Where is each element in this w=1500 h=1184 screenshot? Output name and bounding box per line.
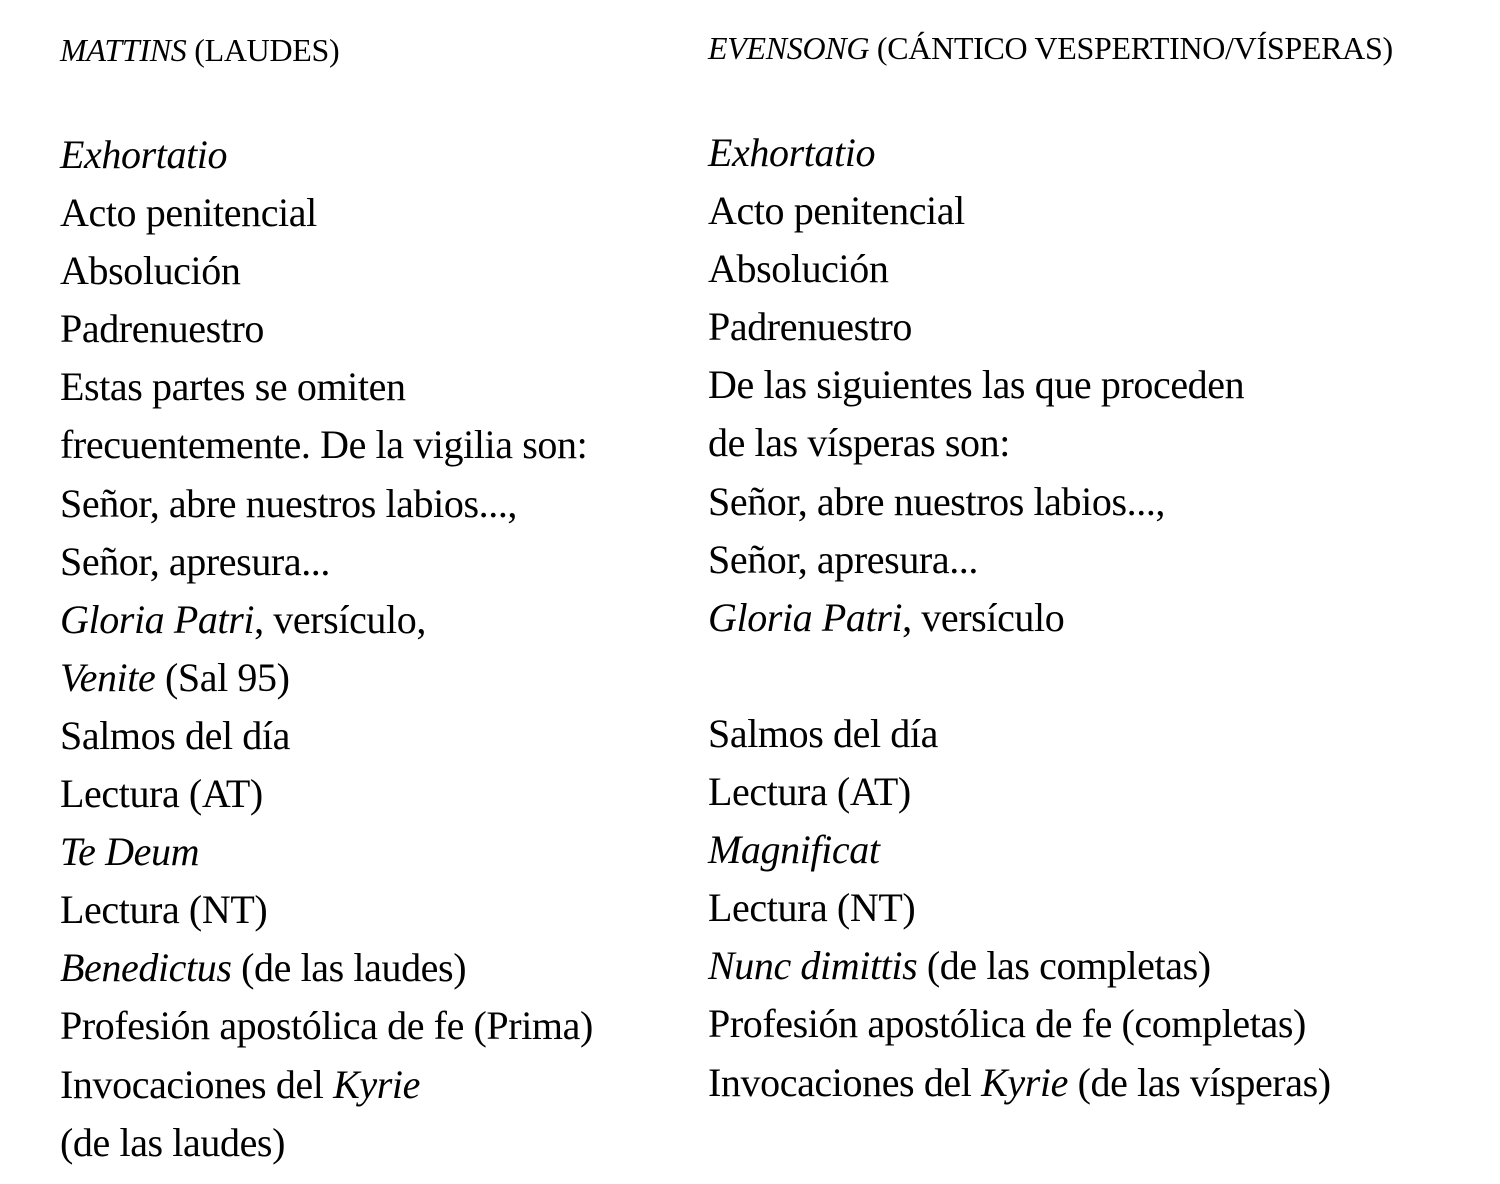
line-text: Lectura (NT): [60, 887, 268, 933]
line-text: Profesión apostólica de fe (Prima): [60, 1003, 593, 1049]
line-italic: Nunc dimittis: [708, 943, 918, 989]
heading-title-italic: MATTINS: [60, 32, 187, 68]
line-text: Acto penitencial: [60, 190, 317, 236]
line-italic: Benedictus: [60, 945, 232, 991]
list-item: [708, 937, 1331, 995]
list-item: [60, 939, 593, 997]
line-text: Absolución: [60, 248, 241, 294]
line-text: Lectura (NT): [708, 885, 916, 931]
list-item: [708, 414, 1331, 472]
line-italic: Venite: [60, 654, 156, 700]
line-text: (de las vísperas): [1067, 1059, 1331, 1105]
line-italic: Te Deum: [60, 829, 200, 875]
line-text: (Sal 95): [155, 654, 290, 700]
line-italic: Gloria Patri: [708, 594, 903, 640]
list-item-blank: [708, 647, 1331, 705]
list-item: [708, 182, 1331, 240]
list-item: [708, 763, 1331, 821]
list-item: [708, 1054, 1331, 1112]
line-text: , versículo,: [254, 596, 426, 642]
line-text: Señor, abre nuestros labios...,: [708, 478, 1166, 524]
list-item: [60, 416, 593, 474]
list-item: [60, 881, 593, 939]
list-item: [708, 356, 1331, 414]
line-italic: Kyrie: [333, 1061, 420, 1107]
list-item: [708, 995, 1331, 1053]
list-item: [708, 531, 1331, 589]
list-item: [60, 1114, 593, 1172]
line-text: Señor, apresura...: [708, 536, 978, 582]
line-text: (de las laudes): [231, 945, 467, 991]
list-item: [60, 184, 593, 242]
column-heading: [60, 30, 339, 70]
list-item: [60, 1056, 593, 1114]
list-item: [60, 823, 593, 881]
list-item: [708, 298, 1331, 356]
list-item: [60, 475, 593, 533]
line-text: , versículo: [902, 594, 1065, 640]
list-item: [60, 300, 593, 358]
list-item: [60, 649, 593, 707]
line-text: Salmos del día: [60, 712, 290, 758]
list-item: [708, 240, 1331, 298]
list-item: [708, 589, 1331, 647]
list-item: [60, 591, 593, 649]
list-item: [60, 997, 593, 1055]
line-text: Padrenuestro: [708, 304, 913, 350]
order-list: [708, 124, 1331, 1112]
heading-title-rest: (CÁNTICO VESPERTINO/VÍSPERAS): [869, 30, 1393, 66]
line-text: Salmos del día: [708, 710, 938, 756]
line-text: Profesión apostólica de fe (completas): [708, 1001, 1306, 1047]
list-item: [60, 707, 593, 765]
list-item: [708, 879, 1331, 937]
list-item: [708, 821, 1331, 879]
line-text: de las vísperas son:: [708, 420, 1010, 466]
line-text: Señor, apresura...: [60, 538, 330, 584]
list-item: [60, 533, 593, 591]
line-italic: Kyrie: [981, 1059, 1068, 1105]
list-item: [60, 358, 593, 416]
list-item: [708, 124, 1331, 182]
column-heading: [708, 28, 1393, 68]
line-italic: Magnificat: [708, 827, 880, 873]
line-text: Lectura (AT): [60, 771, 263, 817]
list-item: [60, 242, 593, 300]
line-text: Señor, abre nuestros labios...,: [60, 480, 518, 526]
list-item: [60, 126, 593, 184]
line-text: frecuentemente. De la vigilia son:: [60, 422, 588, 468]
list-item: [708, 705, 1331, 763]
heading-title-italic: EVENSONG: [708, 30, 870, 66]
line-text: Acto penitencial: [708, 188, 965, 234]
line-italic: Exhortatio: [60, 132, 228, 177]
line-text: (de las laudes): [60, 1119, 286, 1165]
line-prefix: Invocaciones del: [708, 1059, 982, 1105]
line-prefix: Invocaciones del: [60, 1061, 334, 1107]
list-item: [60, 765, 593, 823]
line-text: (de las completas): [917, 943, 1211, 989]
list-item: [708, 473, 1331, 531]
line-text: Lectura (AT): [708, 769, 911, 815]
order-list: [60, 126, 593, 1172]
line-italic: Gloria Patri: [60, 596, 255, 642]
line-text: Padrenuestro: [60, 306, 265, 352]
line-italic: Exhortatio: [708, 130, 876, 175]
line-text: Estas partes se omiten: [60, 364, 406, 410]
heading-title-rest: (LAUDES): [186, 32, 340, 68]
line-text: De las siguientes las que proceden: [708, 362, 1245, 408]
line-text: Absolución: [708, 246, 889, 292]
